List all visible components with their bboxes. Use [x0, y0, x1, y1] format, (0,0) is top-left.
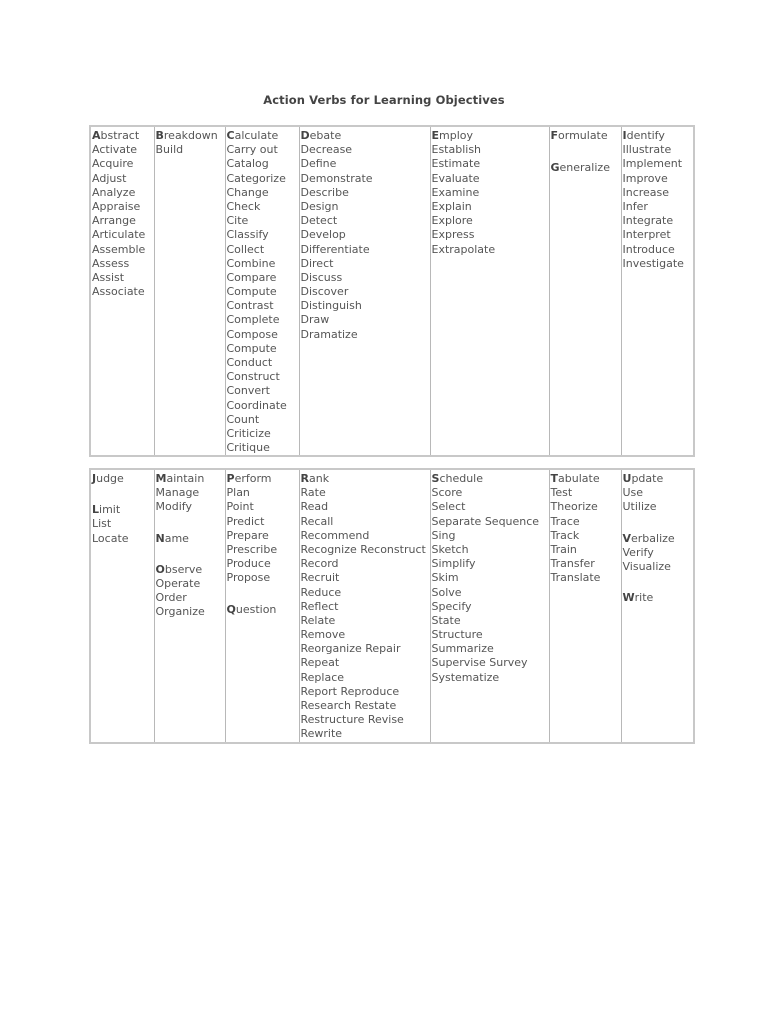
verb-item: Supervise Survey	[431, 656, 528, 670]
initial-letter: B	[155, 129, 164, 142]
verb-item: Specify	[431, 599, 472, 613]
verb-item: Implement	[622, 157, 683, 171]
verb-item: Translate	[550, 571, 601, 585]
verb-item: List	[92, 517, 112, 531]
verb-rest: reakdown	[163, 129, 218, 142]
verb-rest: bstract	[100, 129, 140, 142]
group-spacer	[227, 586, 298, 603]
group-spacer	[156, 515, 224, 532]
verb-item: Coordinate	[226, 398, 287, 412]
verb-item: Detect	[300, 214, 338, 228]
verb-rest: ame	[164, 531, 189, 545]
verb-column	[154, 126, 225, 456]
verb-item: Interpret	[622, 228, 671, 242]
verb-item: Sketch	[431, 542, 469, 556]
verb-item	[227, 603, 298, 617]
verb-item	[551, 472, 620, 486]
verb-item: Increase	[622, 185, 670, 199]
verb-column	[430, 126, 549, 456]
verb-item: Recognize Reconstruct	[300, 542, 426, 556]
verb-item: Produce	[226, 557, 271, 571]
verb-item: Discover	[300, 285, 349, 299]
verb-rest: alculate	[234, 129, 279, 142]
verb-item: Check	[226, 199, 261, 213]
verb-item: Prescribe	[226, 542, 278, 556]
verb-item: Design	[300, 199, 339, 213]
verb-item: Investigate	[622, 256, 684, 270]
verbs-table-a-to-i	[89, 125, 695, 457]
verb-item: Operate	[155, 576, 201, 590]
verb-item: Illustrate	[622, 143, 672, 157]
initial-letter: M	[155, 472, 167, 485]
verb-item	[432, 472, 548, 486]
verb-item: Point	[226, 500, 254, 514]
verb-item: Differentiate	[300, 242, 370, 256]
verb-item: Introduce	[622, 242, 675, 256]
initial-letter: F	[550, 129, 559, 142]
verb-item: Prepare	[226, 528, 269, 542]
verb-column	[225, 126, 299, 456]
page-title: Action Verbs for Learning Objectives	[263, 93, 505, 107]
verb-item: Test	[550, 486, 573, 500]
verb-rest: ormulate	[558, 129, 608, 142]
verb-item: Use	[622, 486, 644, 500]
verb-item: Predict	[226, 514, 265, 528]
verb-item: Evaluate	[431, 171, 480, 185]
group-spacer	[623, 515, 693, 532]
initial-letter: N	[155, 531, 165, 545]
verb-item: Read	[300, 500, 329, 514]
verb-item: Carry out	[226, 143, 278, 157]
verb-rest: aintain	[166, 472, 205, 485]
verb-item: Relate	[300, 613, 336, 627]
verb-item: Verify	[622, 545, 654, 559]
group-spacer	[623, 574, 693, 591]
verb-item: Construct	[226, 370, 280, 384]
verb-column	[549, 469, 621, 743]
verb-item: Manage	[155, 486, 200, 500]
verb-item: Appraise	[92, 199, 141, 213]
verb-rest: uestion	[235, 602, 277, 616]
verb-item: Select	[431, 500, 466, 514]
verb-item: Assist	[92, 270, 125, 284]
verb-item: Describe	[300, 185, 349, 199]
verb-item: State	[431, 613, 461, 627]
verb-item: Propose	[226, 571, 271, 585]
verb-item: Rewrite	[300, 727, 343, 741]
verb-item: Define	[300, 157, 337, 171]
verb-item	[156, 129, 224, 143]
verbs-table-j-to-w	[89, 468, 695, 744]
verb-item: Develop	[300, 228, 346, 242]
verb-rest: eneralize	[559, 161, 610, 175]
verb-item: Sing	[431, 528, 456, 542]
verb-item	[432, 129, 548, 143]
verb-column	[154, 469, 225, 743]
verb-item: Improve	[622, 171, 668, 185]
verb-item	[156, 563, 224, 577]
verb-item	[92, 129, 153, 143]
verb-item: Trace	[550, 514, 580, 528]
verb-item: Report Reproduce	[300, 684, 400, 698]
initial-letter: S	[431, 472, 440, 485]
initial-letter: T	[550, 472, 559, 485]
verb-item: Systematize	[431, 670, 500, 684]
initial-letter: Q	[226, 602, 236, 616]
verb-item: Estimate	[431, 157, 481, 171]
verb-item: Associate	[92, 285, 145, 299]
verb-item: Articulate	[92, 228, 146, 242]
initial-letter: W	[622, 591, 635, 605]
verb-item	[623, 591, 693, 605]
verb-item: Organize	[155, 605, 205, 619]
verb-item	[623, 532, 693, 546]
group-spacer	[92, 486, 153, 503]
verb-rest: ank	[308, 472, 330, 485]
verb-item: Replace	[300, 670, 345, 684]
verb-item: Extrapolate	[431, 242, 496, 256]
verb-rest: dentify	[626, 129, 665, 142]
verb-rest: pdate	[631, 472, 664, 485]
initial-letter: O	[155, 562, 165, 576]
initial-letter: A	[92, 129, 101, 142]
verb-item: Combine	[226, 256, 276, 270]
verb-item: Change	[226, 185, 269, 199]
verb-item: Complete	[226, 313, 280, 327]
verb-item: Cite	[226, 214, 249, 228]
verb-rest: ebate	[309, 129, 342, 142]
verb-item: Order	[155, 591, 187, 605]
verb-item: Utilize	[622, 500, 657, 514]
verb-item: Criticize	[226, 426, 271, 440]
verb-item: Rate	[300, 486, 326, 500]
initial-letter: J	[92, 472, 97, 485]
verb-item: Locate	[92, 531, 129, 545]
verb-item	[551, 129, 620, 143]
verb-item: Compare	[226, 270, 277, 284]
verb-item: Remove	[300, 628, 346, 642]
verb-item	[92, 503, 153, 517]
verb-rest: udge	[96, 472, 124, 485]
verb-column	[299, 469, 430, 743]
verb-item: Catalog	[226, 157, 269, 171]
verb-item: Score	[431, 486, 463, 500]
verb-rest: erform	[234, 472, 272, 485]
verb-item: Reflect	[300, 599, 339, 613]
verb-item: Express	[431, 228, 475, 242]
verb-item: Repeat	[300, 656, 340, 670]
verb-column	[90, 469, 154, 743]
verb-item: Explain	[431, 199, 472, 213]
verb-item: Arrange	[92, 214, 136, 228]
initial-letter: D	[300, 129, 310, 142]
verb-item: Recommend	[300, 528, 370, 542]
verb-item: Count	[226, 412, 260, 426]
verb-item: Explore	[431, 214, 473, 228]
verb-item: Distinguish	[300, 299, 362, 313]
verb-item	[227, 129, 298, 143]
verb-item	[156, 472, 224, 486]
verb-item: Adjust	[92, 171, 127, 185]
verb-item: Compose	[226, 327, 278, 341]
initial-letter: G	[550, 161, 560, 175]
verb-item: Discuss	[300, 270, 343, 284]
verb-item: Restructure Revise	[300, 713, 404, 727]
verb-item: Modify	[155, 500, 192, 514]
verb-item: Decrease	[300, 143, 353, 157]
verb-rest: imit	[99, 503, 121, 517]
verb-item: Dramatize	[300, 327, 358, 341]
verb-item	[551, 161, 620, 175]
initial-letter: U	[622, 472, 632, 485]
verb-item	[156, 532, 224, 546]
verb-item: Train	[550, 542, 577, 556]
verb-rest: erbalize	[631, 531, 675, 545]
verb-item: Convert	[226, 384, 270, 398]
verb-item: Classify	[226, 228, 269, 242]
verb-item: Build	[155, 143, 184, 157]
verb-item: Compute	[226, 285, 277, 299]
verb-item: Demonstrate	[300, 171, 373, 185]
verb-item: Simplify	[431, 557, 476, 571]
group-spacer	[551, 143, 620, 161]
verb-item: Research Restate	[300, 699, 397, 712]
verb-item: Skim	[431, 571, 459, 585]
verb-item: Separate Sequence	[431, 514, 540, 528]
initial-letter: I	[622, 129, 627, 142]
verb-item: Assemble	[92, 242, 146, 256]
verb-item: Reduce	[300, 585, 342, 599]
verb-item: Direct	[300, 256, 334, 270]
verb-item: Categorize	[226, 171, 286, 185]
initial-letter: E	[431, 129, 440, 142]
group-spacer	[156, 546, 224, 563]
verb-rest: abulate	[558, 472, 600, 485]
verb-column	[549, 126, 621, 456]
verb-item: Structure	[431, 628, 483, 642]
verb-item	[623, 472, 693, 486]
verb-item: Activate	[92, 143, 138, 157]
verb-item: Draw	[300, 313, 330, 327]
verb-item	[623, 129, 693, 143]
table-row	[90, 469, 694, 743]
verb-item: Examine	[431, 185, 480, 199]
table-row	[90, 126, 694, 456]
verb-rest: bserve	[164, 562, 203, 576]
verb-item: Infer	[622, 199, 648, 213]
verb-item: Visualize	[622, 559, 671, 573]
verb-column	[225, 469, 299, 743]
verb-item: Acquire	[92, 157, 134, 171]
verb-item	[92, 472, 153, 486]
verb-item: Recruit	[300, 571, 340, 585]
verb-item: Contrast	[226, 299, 274, 313]
verb-item: Conduct	[226, 356, 273, 369]
verb-column	[621, 469, 694, 743]
verb-item: Solve	[431, 585, 462, 599]
verb-item: Track	[550, 528, 580, 542]
verb-item: Reorganize Repair	[300, 642, 401, 656]
verb-item: Recall	[300, 514, 334, 528]
verb-item: Assess	[92, 256, 130, 270]
verb-column	[299, 126, 430, 456]
verb-rest: mploy	[439, 129, 474, 142]
initial-letter: C	[226, 129, 235, 142]
verb-column	[90, 126, 154, 456]
initial-letter: L	[92, 503, 100, 517]
initial-letter: P	[226, 472, 235, 485]
verb-item	[301, 129, 429, 143]
verb-item: Collect	[226, 242, 265, 256]
verb-rest: rite	[634, 591, 654, 605]
verb-item: Integrate	[622, 214, 674, 228]
verb-column	[430, 469, 549, 743]
verb-rest: chedule	[439, 472, 484, 485]
verb-item: Record	[300, 557, 339, 571]
verb-item: Critique	[226, 441, 270, 455]
verb-item	[301, 472, 429, 486]
initial-letter: R	[300, 472, 309, 485]
verb-item: Compute	[226, 341, 277, 355]
verb-item: Establish	[431, 143, 482, 157]
initial-letter: V	[622, 531, 632, 545]
verb-item: Analyze	[92, 185, 136, 199]
verb-item: Plan	[226, 486, 250, 500]
verb-item: Summarize	[431, 642, 494, 656]
verb-item: Theorize	[550, 500, 598, 514]
verb-item: Transfer	[550, 557, 595, 571]
verb-column	[621, 126, 694, 456]
verb-item	[227, 472, 298, 486]
